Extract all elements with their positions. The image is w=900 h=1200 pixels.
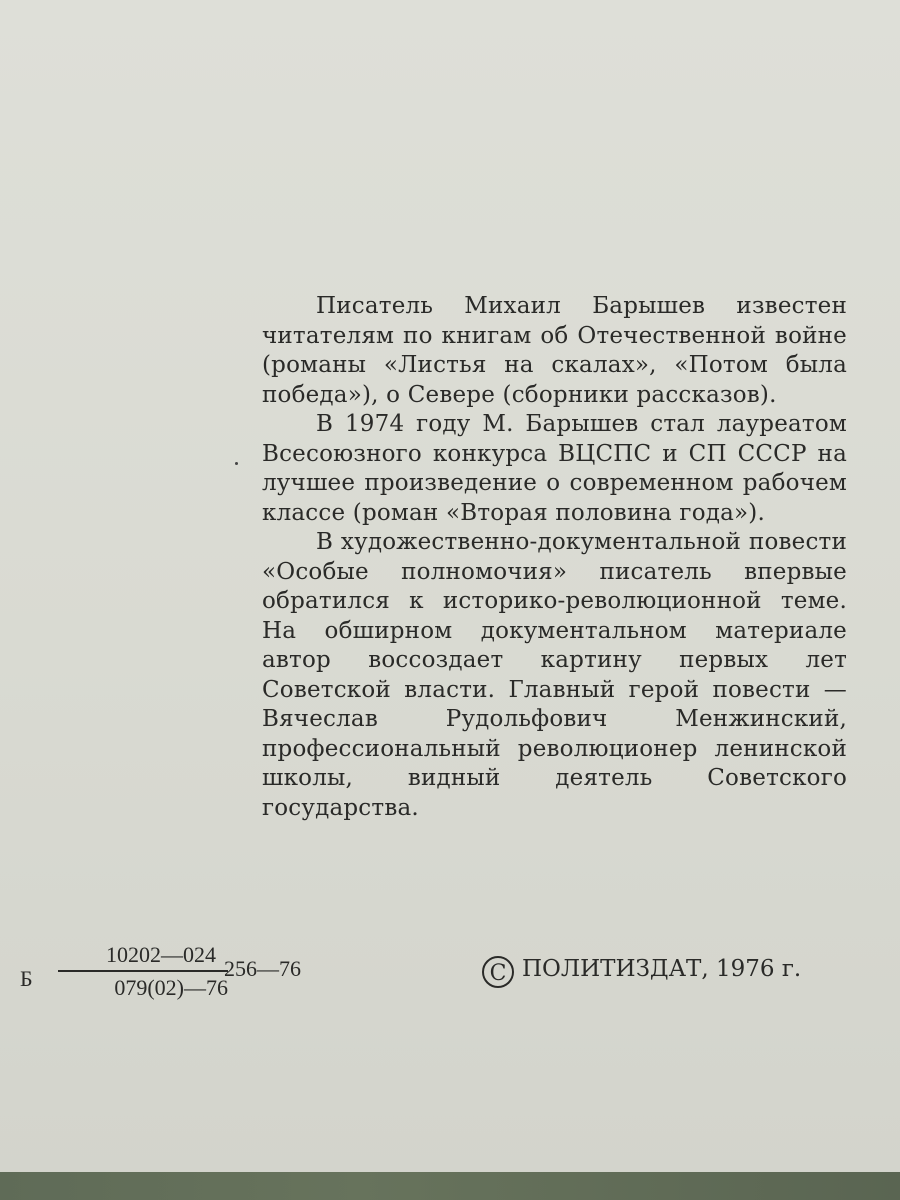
copyright-text: ПОЛИТИЗДАТ, 1976 г.: [522, 956, 802, 982]
index-denominator: 079(02)—76: [114, 974, 228, 1000]
annotation-text: [262, 292, 847, 823]
index-code: 256—76: [224, 956, 301, 981]
copyright-icon: C: [482, 956, 514, 988]
index-letter: Б: [20, 966, 33, 991]
cover-edge: [0, 1172, 900, 1200]
annotation-paragraph-3: В художественно-документальной повести «Особые полномочия» писатель впервые обратился к историко-революционной теме. На обширном документальном материале автор воссоздает картину первых лет Советской власти. Главный герой повести — Вячеслав Рудольфович Менжинский, профессиональный революционер ленинской школы, видный деятель Советского государства.: [262, 529, 847, 821]
annotation-paragraph-1: Писатель Михаил Барышев известен читателям по книгам об Отечественной войне (романы «Листья на скалах», «Потом была победа»), о Севере (сборники рассказов).: [262, 293, 847, 408]
index-fraction: [52, 940, 228, 1004]
index-numerator: 10202—024: [106, 942, 216, 967]
ink-speck: [235, 462, 238, 465]
annotation-paragraph-2: В 1974 году М. Барышев стал лауреатом Всесоюзного конкурса ВЦСПС и СП СССР на лучшее произведение о современном рабочем классе (роман «Вторая половина года»).: [262, 411, 847, 526]
publication-index: [20, 940, 340, 1020]
copyright-line: [482, 956, 801, 988]
